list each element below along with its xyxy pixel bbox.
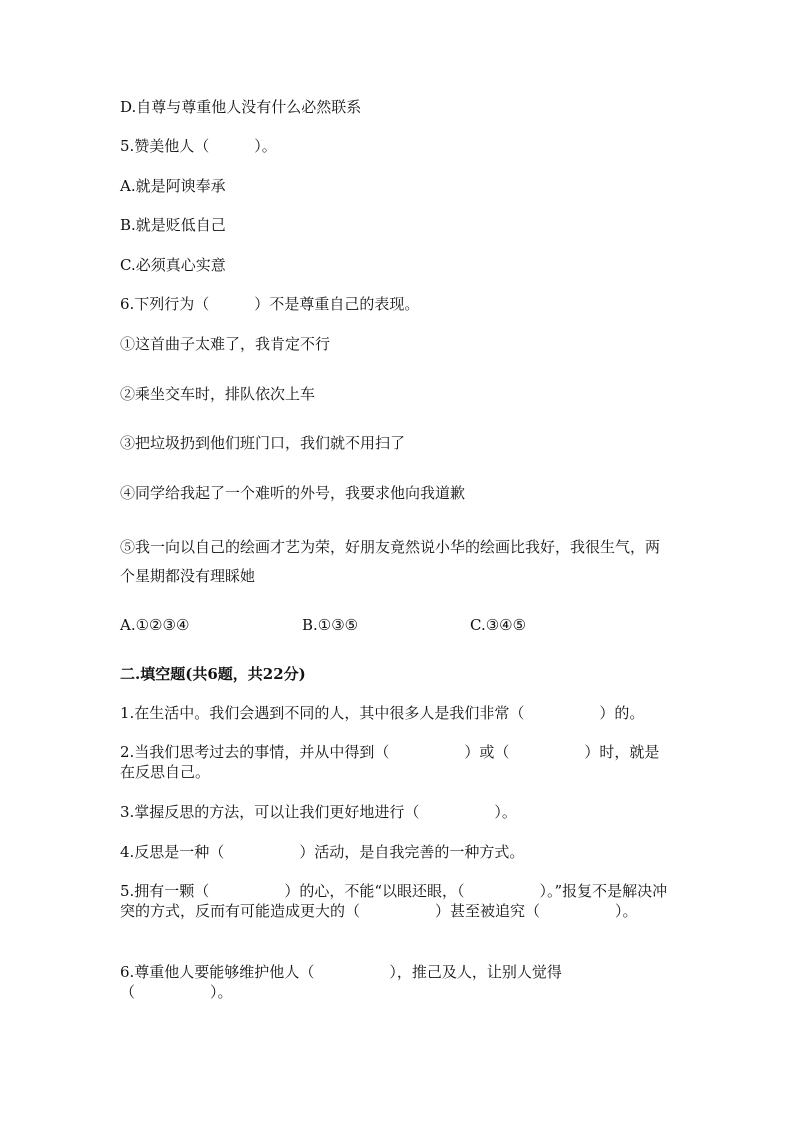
fill-question-2: 2.当我们思考过去的事情，并从中得到（ ）或（ ）时，就是在反思自己。 <box>120 743 660 781</box>
q6-item-4: ④同学给我起了一个难听的外号，我要求他向我道歉 <box>120 484 466 502</box>
q4-option-d: D.自尊与尊重他人没有什么必然联系 <box>120 98 362 116</box>
fill-question-5: 5.拥有一颗（ ）的心，不能“以眼还眼，（ ）。”报复不是解决冲突的方式，反而有可能造成更大的（ ）甚至被追究（ ）。 <box>120 882 668 920</box>
fill-question-3: 3.掌握反思的方法，可以让我们更好地进行（ ）。 <box>120 803 517 821</box>
q6-item-1: ①这首曲子太难了，我肯定不行 <box>120 335 331 353</box>
fill-question-6: 6.尊重他人要能够维护他人（ ），推己及人，让别人觉得（ ）。 <box>120 963 562 1001</box>
q5-option-a: A.就是阿谀奉承 <box>120 177 226 195</box>
fill-question-4: 4.反思是一种（ ）活动，是自我完善的一种方式。 <box>120 843 525 861</box>
q6-item-2: ②乘坐交车时，排队依次上车 <box>120 385 316 403</box>
q6-item-3: ③把垃圾扔到他们班门口，我们就不用扫了 <box>120 434 406 452</box>
q6-option-b: B.①③⑤ <box>302 616 359 634</box>
q6-option-c: C.③④⑤ <box>470 616 527 634</box>
fill-question-1: 1.在生活中。我们会遇到不同的人，其中很多人是我们非常（ ）的。 <box>120 704 645 722</box>
q6-item-5: ⑤我一向以自己的绘画才艺为荣，好朋友竟然说小华的绘画比我好，我很生气，两个星期都没有理睬她 <box>120 538 661 585</box>
q6-option-a: A.①②③④ <box>120 616 190 634</box>
q5-stem: 5.赞美他人（ ）。 <box>120 137 277 155</box>
q5-option-b: B.就是贬低自己 <box>120 216 226 234</box>
q5-option-c: C.必须真心实意 <box>120 256 226 274</box>
q6-stem: 6.下列行为（ ）不是尊重自己的表现。 <box>120 295 420 313</box>
section2-heading: 二.填空题(共6题，共22分) <box>120 665 306 683</box>
